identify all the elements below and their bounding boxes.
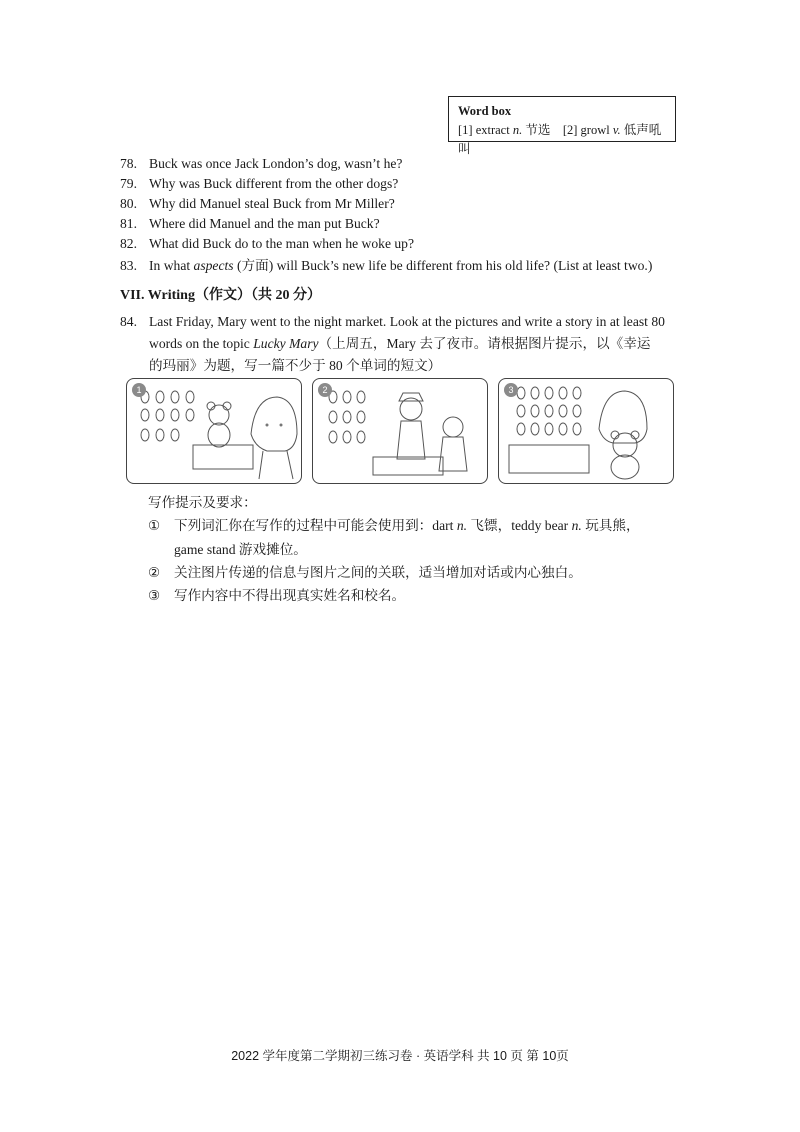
question-text: What did Buck do to the man when he woke up? [149,236,415,251]
question-83 [120,256,652,276]
requirements-title: 写作提示及要求： [148,495,257,510]
word-box-title: Word box [458,104,512,118]
q84-line2-post: （上周五，Mary 去了夜市。请根据图片提示，以《幸运 [318,336,651,351]
requirement-3-text: 写作内容中不得出现真实姓名和校名。 [174,588,406,603]
q84-line2 [149,333,650,355]
question-number: 79. [120,176,137,191]
requirement-1-pos2: n. [571,518,582,533]
question-number: 83. [120,258,137,273]
question-number: 81. [120,216,137,231]
requirement-3 [148,584,405,608]
picture-badge-1: 1 [132,383,146,397]
section-title: VII. Writing（作文）（共 20 分） [120,288,321,303]
scene-illustration-1 [127,379,302,484]
word-box-entry2-pos: v. [612,123,621,137]
word-box-entry1-term: [1] extract [458,123,513,137]
picture-badge-2: 2 [318,383,332,397]
q84-topic: Lucky Mary [253,336,319,351]
question-text: Why was Buck different from the other dogs? [149,176,399,191]
requirement-marker: ① [148,518,161,533]
word-box-entries [458,121,666,159]
requirement-1-pos1: n. [456,518,468,533]
question-79 [120,174,398,194]
question-number: 78. [120,156,137,171]
word-box-entry1-meaning: 节选 [522,123,551,137]
question-text: Buck was once Jack London’s dog, wasn’t he? [149,156,403,171]
q84-line3: 的玛丽》为题，写一篇不少于 80 个单词的短文） [149,358,442,373]
requirement-2-text: 关注图片传递的信息与图片之间的关联，适当增加对话或内心独白。 [174,565,582,580]
requirement-1-mid: 飞镖，teddy bear [467,518,572,533]
question-number: 84. [120,314,137,329]
picture-strip [120,378,680,488]
page-footer: 2022 学年度第二学期初三练习卷 · 英语学科 共 10 页 第 10页 [231,1049,569,1063]
requirement-2 [148,561,582,585]
picture-panel-1 [126,378,302,484]
question-text: Where did Manuel and the man put Buck? [149,216,380,231]
q83-post: (方面) will Buck’s new life be different from his old life? (List at least two.) [233,258,653,273]
question-82 [120,234,414,254]
scene-illustration-3 [499,379,674,484]
requirement-marker: ② [148,565,161,580]
question-number: 82. [120,236,137,251]
question-81 [120,214,380,234]
word-box-entry2-meaning: 低声吼叫 [458,123,662,156]
requirement-1-continued: game stand 游戏摊位。 [174,542,307,557]
question-78 [120,154,402,174]
q84-line1: Last Friday, Mary went to the night market. Look at the pictures and write a story in at least 80 [149,314,665,329]
word-box-entry2-term: [2] growl [562,123,613,137]
word-box-entry1-pos: n. [512,123,523,137]
question-80 [120,194,395,214]
requirement-1-pre: 下列词汇你在写作的过程中可能会使用到：dart [174,518,457,533]
requirement-1 [148,514,640,538]
q83-italic: aspects [193,258,234,273]
picture-badge-3: 3 [504,383,518,397]
q84-line2-pre: words on the topic [149,336,254,351]
picture-panel-2 [312,378,488,484]
picture-panel-3 [498,378,674,484]
requirement-marker: ③ [148,588,161,603]
q83-pre: In what [149,258,194,273]
scene-illustration-2 [313,379,488,484]
word-box [448,96,676,156]
question-number: 80. [120,196,137,211]
requirement-1-post: 玩具熊， [581,518,640,533]
question-text: Why did Manuel steal Buck from Mr Miller? [149,196,395,211]
